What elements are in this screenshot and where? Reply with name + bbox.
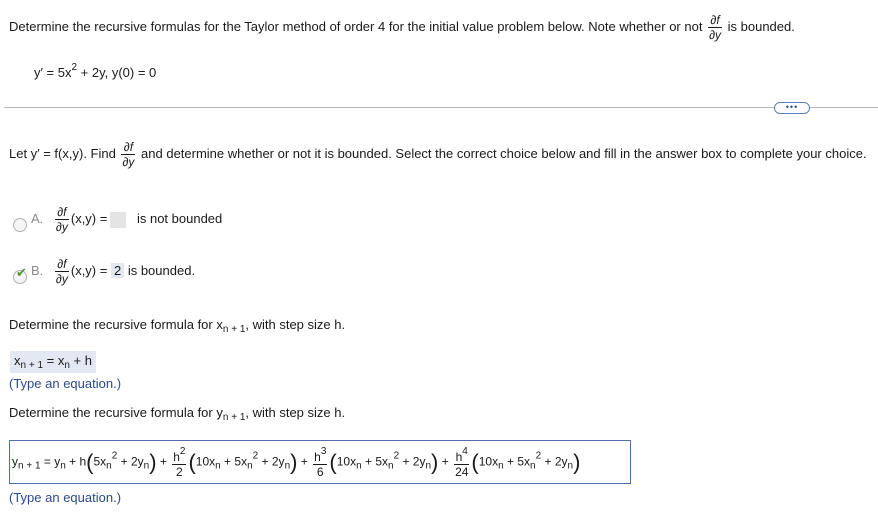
- term4-a-sub: n: [498, 460, 504, 472]
- option-b-label: B.: [31, 262, 44, 278]
- y-equation: $y_{n + 1} = y_n + h(5x_n^2 + 2y_n)$ + $\frac{h^2}{2}$ $(10x_n + 5x_n^2 + 2y_n)$ + $\frac{h^3}{6}$ $(10x_n + 5x_n^2 + 2y_n)$ + $\frac{h^4}{24}$ $(10x_n + 5x_n^2 + 2y_n)$: [12, 446, 581, 479]
- option-a-label: A.: [31, 210, 44, 226]
- part1-partial-num: ∂f: [121, 141, 135, 155]
- part3-sub: n + 1: [222, 412, 246, 423]
- term2-c: + 2y: [258, 454, 285, 469]
- part3-prompt-text: Determine the recursive formula for y: [9, 405, 223, 420]
- part1-partial-den: ∂y: [122, 155, 135, 169]
- part3-hint: (Type an equation.): [9, 490, 122, 505]
- h3-h: h: [314, 450, 321, 464]
- option-a-radio[interactable]: [13, 218, 27, 232]
- x-lhs-sub: n + 1: [20, 360, 44, 371]
- part2-hint: (Type an equation.): [9, 376, 122, 391]
- term1-a: 5x: [93, 454, 107, 469]
- x-rhs: = x: [43, 353, 65, 368]
- term1-exp: 2: [111, 450, 118, 462]
- h3-den: 6: [316, 465, 324, 479]
- h4-h: h: [455, 450, 463, 464]
- part1-partial-fraction: [121, 141, 135, 168]
- ivp-suffix: + 2y, y(0) = 0: [77, 65, 157, 80]
- question-prompt-suffix: is bounded.: [727, 18, 795, 34]
- term3-a-sub: n: [356, 460, 362, 472]
- y-lhs: y: [12, 454, 18, 469]
- option-a-partial: [55, 206, 69, 233]
- x-recursive-answer[interactable]: [10, 351, 96, 373]
- h2-h: h: [173, 450, 180, 464]
- term3-a: 10x: [336, 454, 357, 469]
- ivp-prefix: y′ = 5x: [34, 65, 72, 80]
- part2-suffix: , with step size h.: [245, 317, 346, 332]
- option-a-answer-box[interactable]: [110, 212, 126, 228]
- option-b-partial: [55, 258, 69, 285]
- option-a-arg: (x,y) =: [70, 210, 108, 226]
- part1-prompt: [9, 141, 867, 168]
- term4-b-exp: 2: [535, 450, 542, 462]
- x-rhs-sub: n: [64, 360, 70, 371]
- x-answer-box[interactable]: [10, 351, 96, 373]
- term2-b: + 5x: [220, 454, 248, 469]
- partial-num: ∂f: [708, 14, 722, 28]
- option-b-arg: (x,y) =: [70, 262, 108, 278]
- h3-over-6: [313, 447, 327, 478]
- y-plus-h: + h: [65, 454, 87, 469]
- y-rhs: = y: [40, 454, 61, 469]
- y-rhs-sub: n: [60, 460, 66, 472]
- term4-b: + 5x: [503, 454, 531, 469]
- part2-prompt-text: Determine the recursive formula for x: [9, 317, 223, 332]
- x-tail: + h: [69, 353, 92, 368]
- option-a-partial-den: ∂y: [55, 220, 68, 234]
- option-b-answer-value[interactable]: 2: [111, 263, 124, 278]
- more-button[interactable]: •••: [774, 102, 810, 114]
- h2-exp: 2: [179, 446, 186, 457]
- partial-den: ∂y: [709, 28, 721, 42]
- term1-b: + 2y: [117, 454, 144, 469]
- h2-over-2: [172, 447, 186, 478]
- term2-a-sub: n: [215, 460, 221, 472]
- section-divider: [4, 107, 878, 108]
- term3-b: + 5x: [361, 454, 388, 469]
- h2-den: 2: [176, 465, 183, 479]
- question-prompt-text: Determine the recursive formulas for the Taylor method of order 4 for the initial value problem below. Note whether or not: [9, 18, 703, 34]
- part3-prompt: [9, 405, 345, 423]
- term2-c-sub: n: [284, 460, 291, 472]
- term2-b-sub: n: [247, 460, 253, 472]
- y-lhs-sub: n + 1: [18, 460, 41, 472]
- term4-c-sub: n: [567, 460, 574, 472]
- option-b-suffix: is bounded.: [127, 262, 196, 278]
- term2-a: 10x: [195, 454, 216, 469]
- term2-b-exp: 2: [252, 450, 259, 462]
- h4-den: 24: [455, 465, 469, 479]
- term4-b-sub: n: [530, 460, 536, 472]
- question-prompt: [9, 14, 795, 41]
- option-b-partial-num: ∂f: [55, 258, 69, 272]
- h4-exp: 4: [462, 446, 468, 457]
- option-a[interactable]: [31, 206, 222, 233]
- option-b[interactable]: [31, 258, 195, 285]
- term3-c: + 2y: [399, 454, 426, 469]
- ivp-equation: [34, 62, 156, 80]
- part3-suffix: , with step size h.: [245, 405, 346, 420]
- x-lhs: x: [14, 353, 21, 368]
- term1-sub: n: [106, 460, 112, 472]
- term3-b-exp: 2: [393, 450, 400, 462]
- partial-derivative-fraction: [708, 14, 722, 41]
- part2-prompt: [9, 317, 345, 335]
- check-icon: ✔: [16, 265, 27, 280]
- h4-over-24: [454, 447, 469, 478]
- term1-b-sub: n: [143, 460, 150, 472]
- part1-text-b: and determine whether or not it is bounded. Select the correct choice below and fill in the answer box to complete your choice.: [141, 145, 867, 161]
- h3-exp: 3: [320, 446, 327, 457]
- term4-a: 10x: [478, 454, 499, 469]
- ivp-exponent: 2: [71, 62, 78, 73]
- option-b-partial-den: ∂y: [55, 272, 68, 286]
- option-a-suffix: is not bounded: [136, 210, 223, 226]
- term3-c-sub: n: [425, 460, 432, 472]
- y-recursive-answer-box[interactable]: [9, 440, 631, 484]
- option-a-partial-num: ∂f: [55, 206, 69, 220]
- term3-b-sub: n: [388, 460, 394, 472]
- part2-sub: n + 1: [222, 324, 246, 335]
- part1-text-a: Let y′ = f(x,y). Find: [9, 145, 116, 161]
- term4-c: + 2y: [541, 454, 568, 469]
